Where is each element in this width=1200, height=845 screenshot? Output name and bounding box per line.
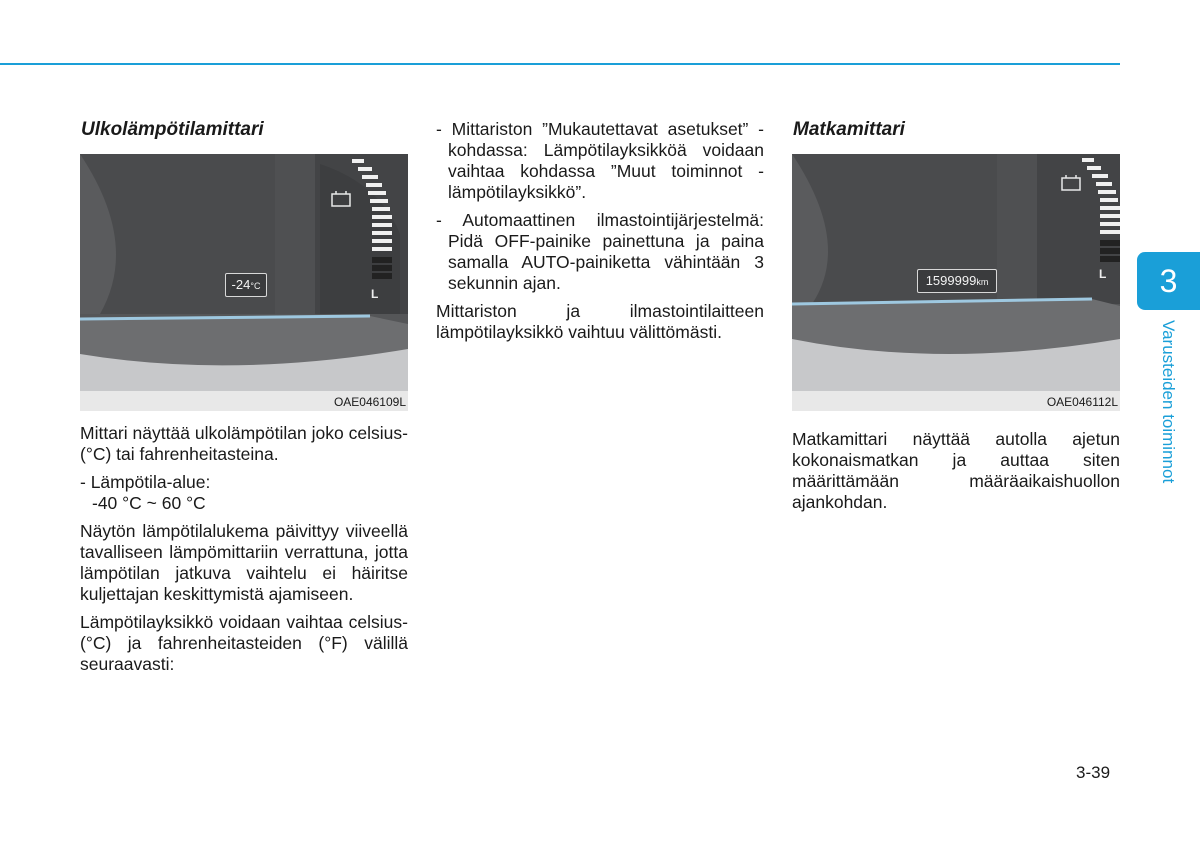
paragraph-delay: Näytön lämpötilalukema päivittyy viiveellä tavalliseen lämpömittariin verrattuna, jotta lämpötilan jatkuva vaihtelu ei häiritse kuljettajan keskittymistä ajamiseen. <box>80 521 408 604</box>
gauge-letter-left: L <box>371 287 379 301</box>
chapter-tab <box>1137 252 1200 310</box>
top-rule <box>0 63 1120 65</box>
paragraph-immediate-change: Mittariston ja ilmastointilaitteen lämpötilayksikkö vaihtuu välittömästi. <box>436 301 764 342</box>
chapter-title: Varusteiden toiminnot <box>1159 320 1178 484</box>
section-heading-odometer: Matkamittari <box>793 119 905 140</box>
odometer-readout <box>917 269 997 293</box>
section-heading-outside-temperature: Ulkolämpötilamittari <box>81 119 264 140</box>
left-column-text <box>80 423 408 682</box>
temperature-value: -24 <box>231 277 251 292</box>
odometer-unit: km <box>976 277 989 287</box>
middle-column-text <box>436 119 764 350</box>
right-column-text <box>792 429 1120 520</box>
figure-code-right: OAE046112L <box>1046 395 1118 409</box>
figure-outside-temperature <box>80 154 408 411</box>
page-number: 3-39 <box>1076 763 1111 782</box>
bullet-cluster-settings: - Mittariston ”Mukautettavat asetukset” -kohdassa: Lämpötilayksikköä voidaan vaihtaa kohdassa ”Muut toiminnot - lämpötilayksikkö”. <box>436 119 764 202</box>
bullet-range-label: - Lämpötila-alue: <box>80 472 211 492</box>
gauge-letter-right: L <box>1099 267 1107 281</box>
bullet-climate-control: - Automaattinen ilmastointijärjestelmä: Pidä OFF-painike painettuna ja paina samalla AUTO-painiketta vähintään 3 sekunnin ajan. <box>436 210 764 293</box>
paragraph-intro: Mittari näyttää ulkolämpötilan joko celsius- (°C) tai fahrenheitasteina. <box>80 423 408 464</box>
temperature-readout <box>225 273 267 297</box>
figure-code-left: OAE046109L <box>333 395 406 409</box>
odometer-value: 1599999 <box>925 273 977 288</box>
figure-odometer <box>792 154 1120 411</box>
paragraph-unit-change: Lämpötilayksikkö voidaan vaihtaa celsius- (°C) ja fahrenheitasteiden (°F) välillä seuraavasti: <box>80 612 408 674</box>
temperature-unit: °C <box>250 281 261 291</box>
chapter-number: 3 <box>1159 262 1178 299</box>
paragraph-odometer: Matkamittari näyttää autolla ajetun kokonaismatkan ja auttaa siten määrittämään määräaikaishuollon ajankohdan. <box>792 429 1120 512</box>
range-value: -40 °C ~ 60 °C <box>92 493 206 513</box>
